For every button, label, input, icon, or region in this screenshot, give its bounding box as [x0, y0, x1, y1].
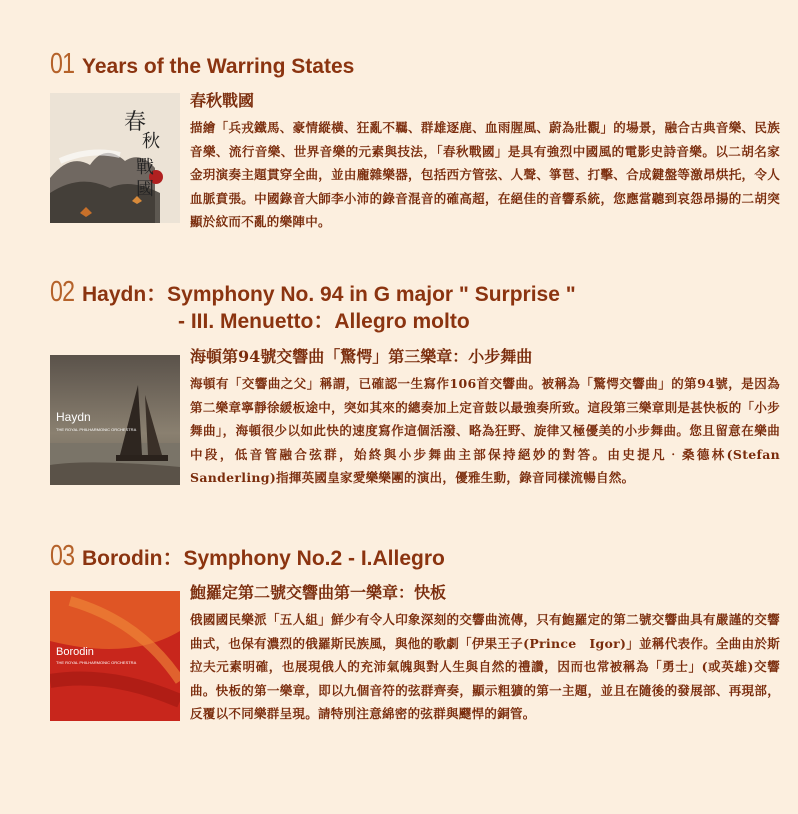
track-01 — [50, 48, 780, 230]
track-title — [82, 281, 576, 335]
track-subtitle: 海頓第94號交響曲「驚愕」第三樂章：小步舞曲 — [190, 347, 533, 366]
track-text — [190, 90, 780, 234]
track-subtitle: 鮑羅定第二號交響曲第一樂章：快板 — [190, 583, 447, 602]
track-number: 03 — [50, 540, 75, 572]
cover-sublabel: THE ROYAL PHILHARMONIC ORCHESTRA — [56, 427, 137, 432]
album-cover-warring-states — [50, 93, 180, 223]
album-cover-borodin — [50, 591, 180, 721]
track-header — [50, 276, 780, 335]
track-03 — [50, 540, 780, 722]
svg-text:國: 國 — [136, 179, 154, 200]
track-description: 俄國國民樂派「五人組」鮮少有令人印象深刻的交響曲流傳，只有鮑羅定的第二號交響曲具有嚴謹的交響曲式，也保有濃烈的俄羅斯民族風，與他的歌劇「伊果王子(Prince Igor)」並稱代表作。全曲由於斯拉夫元素明確，也展現俄人的充沛氣魄與對人生與自然的禮讚，因而也常被稱為「勇士」(或英雄)交響曲。快板的第一樂章，即以九個音符的弦群齊奏，顯示粗獷的第一主題，並且在隨後的發展部、再現部，反覆以不同樂群呈現。請特別注意綿密的弦群與飂悍的銅管。 — [190, 612, 780, 722]
track-text — [190, 346, 793, 490]
track-title-line1: Borodin：Symphony No.2 - I.Allegro — [82, 547, 445, 570]
cover-sublabel: THE ROYAL PHILHARMONIC ORCHESTRA — [56, 660, 137, 665]
track-02 — [50, 276, 793, 486]
track-title-line2: - III. Menuetto：Allegro molto — [178, 310, 470, 333]
track-header — [50, 540, 780, 573]
svg-text:秋: 秋 — [142, 131, 160, 152]
track-number: 01 — [50, 48, 75, 80]
cover-label: Haydn — [56, 410, 91, 424]
track-header — [50, 48, 780, 81]
cover-calligraphy: 春 — [124, 110, 147, 135]
track-description: 描繪「兵戎鐵馬、豪情縱橫、狂亂不羈、群雄逐鹿、血雨腥風、蔚為壯觀」的場景，融合古典音樂、民族音樂、流行音樂、世界音樂的元素與技法，「春秋戰國」是具有強烈中國風的電影史詩音樂。以二胡名家金玥演奏主題貫穿全曲，並由龐雜樂器，包括西方管弦、人聲、箏琶、打擊、合成鍵盤等激昂烘托，令人血脈賁張。中國錄音大師李小沛的錄音混音的確高超，在絕佳的音響系統，您應當聽到哀怨昂揚的二胡突顯於紋而不亂的樂陣中。 — [190, 120, 780, 230]
svg-text:戰: 戰 — [136, 157, 154, 178]
track-title-line1: Years of the Warring States — [82, 55, 355, 78]
track-text — [190, 582, 780, 726]
track-title — [82, 545, 445, 572]
track-number: 02 — [50, 276, 75, 308]
cover-label: Borodin — [56, 646, 94, 658]
track-title-line1: Haydn：Symphony No. 94 in G major " Surprise " — [82, 283, 576, 306]
album-cover-haydn — [50, 355, 180, 485]
track-description: 海頓有「交響曲之父」稱謂，已確認一生寫作106首交響曲。被稱為「驚愕交響曲」的第94號，是因為第二樂章寧靜徐緩板途中，突如其來的總奏加上定音鼓以最強奏所致。這段第三樂章則是甚快板的「小步舞曲」，海頓很少以如此快的速度寫作這個活潑、略為狂野、旋律又極優美的小步舞曲。您且留意在樂曲中段，低音管融合弦群，始終與小步舞曲主部保持絕妙的對答。由史提凡‧桑德林(Stefan Sanderling)指揮英國皇家愛樂樂團的演出，優雅生動，錄音同樣流暢自然。 — [190, 376, 793, 486]
track-title — [82, 53, 354, 80]
track-subtitle: 春秋戰國 — [190, 91, 255, 110]
